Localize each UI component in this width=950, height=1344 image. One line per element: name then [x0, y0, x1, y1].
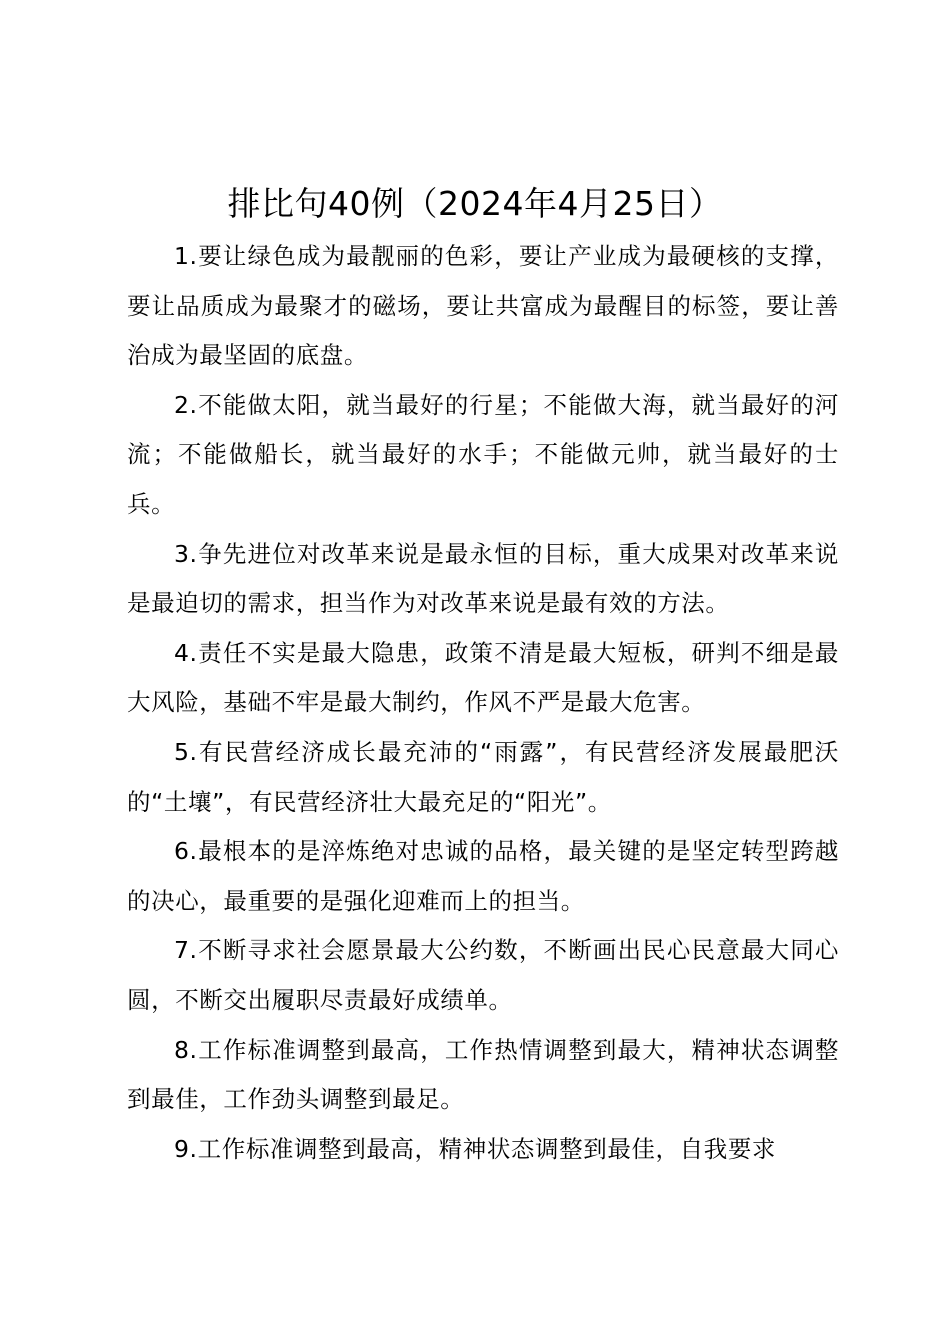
document-title: 排比句40例（2024年4月25日） — [227, 184, 723, 223]
paragraph-3: 3.争先进位对改革来说是最永恒的目标，重大成果对改革来说是最迫切的需求，担当作为对改革来说是最有效的方法。 — [127, 539, 839, 618]
paragraph-7: 7.不断寻求社会愿景最大公约数，不断画出民心民意最大同心圆，不断交出履职尽责最好成绩单。 — [127, 936, 839, 1014]
paragraph-2: 2.不能做太阳，就当最好的行星；不能做大海，就当最好的河流；不能做船长，就当最好的水手；不能做元帅，就当最好的士兵。 — [127, 390, 839, 518]
paragraph-6: 6.最根本的是淬炼绝对忠诚的品格，最关键的是坚定转型跨越的决心，最重要的是强化迎难而上的担当。 — [127, 837, 839, 915]
document-body — [127, 232, 839, 1174]
paragraph-4: 4.责任不实是最大隐患，政策不清是最大短板，研判不细是最大风险，基础不牢是最大制约，作风不严是最大危害。 — [127, 638, 839, 717]
paragraph-5: 5.有民营经济成长最充沛的“雨露”，有民营经济发展最肥沃的“土壤”，有民营经济壮大最充足的“阳光”。 — [127, 737, 839, 816]
paragraph-1: 1.要让绿色成为最靓丽的色彩，要让产业成为最硬核的支撑，要让品质成为最聚才的磁场，要让共富成为最醒目的标签，要让善治成为最坚固的底盘。 — [127, 242, 839, 370]
paragraph-9: 9.工作标准调整到最高，精神状态调整到最佳，自我要求 — [174, 1134, 777, 1163]
paragraph-8: 8.工作标准调整到最高，工作热情调整到最大，精神状态调整到最佳，工作劲头调整到最足。 — [127, 1035, 839, 1114]
